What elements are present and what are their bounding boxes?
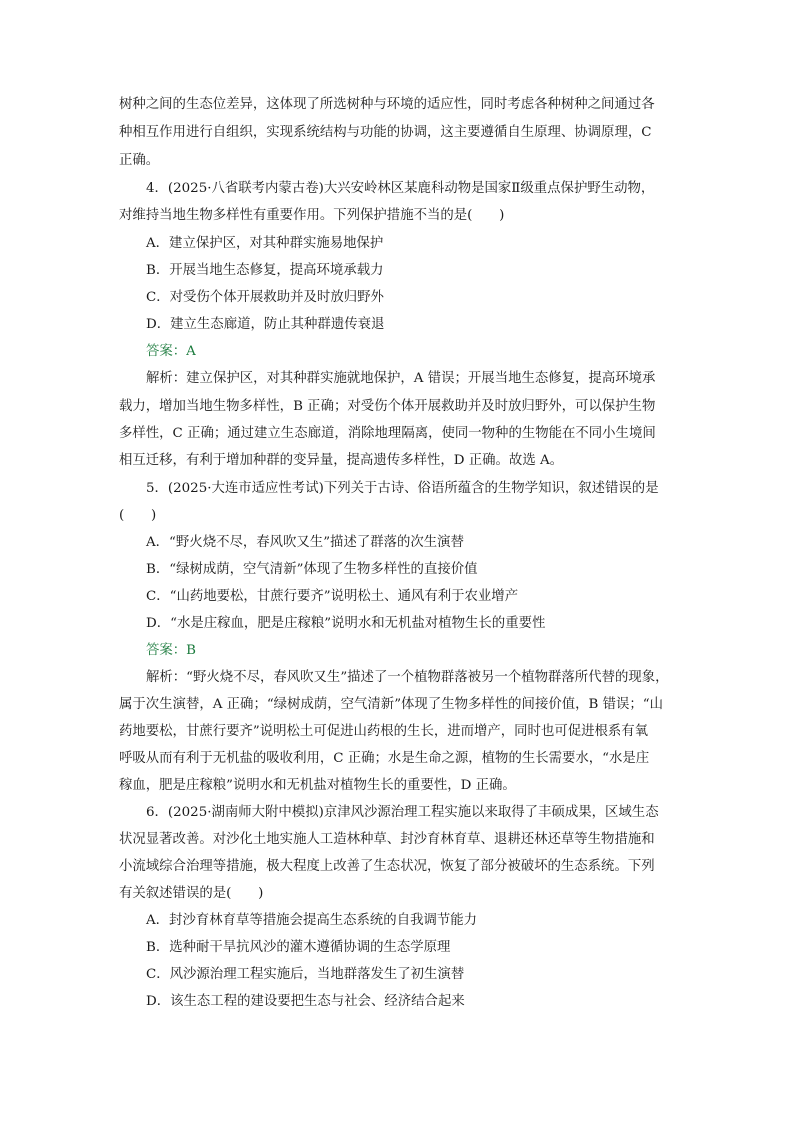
text-line: 多样性，C 正确；通过建立生态廊道，消除地理隔离，使同一物种的生物能在不同小生境间 (119, 426, 656, 441)
question-4-stem: 4．(2025·八省联考内蒙古卷)大兴安岭林区某鹿科动物是国家Ⅱ级重点保护野生动物， (146, 181, 655, 196)
text-line: 状况显著改善。对沙化土地实施人工造林种草、封沙育林育草、退耕还林还草等生物措施和 (119, 832, 655, 847)
answer-label: 答案：B (146, 643, 197, 658)
option-d: D．该生态工程的建设要把生态与社会、经济结合起来 (146, 994, 465, 1009)
text-line: 呼吸从而有利于无机盐的吸收利用，C 正确；水是生命之源，植物的生长需要水，“水是庄 (119, 751, 650, 766)
text-line: 树种之间的生态位差异，这体现了所选树种与环境的适应性，同时考虑各种树种之间通过各 (119, 97, 655, 112)
option-a: A．“野火烧不尽，春风吹又生”描述了群落的次生演替 (146, 535, 464, 550)
text-line: 种相互作用进行自组织，实现系统结构与功能的协调，这主要遵循自生原理、协调原理，C (119, 125, 652, 140)
explanation-line: 解析：建立保护区，对其种群实施就地保护，A 错误；开展当地生态修复，提高环境承 (146, 371, 656, 386)
option-b: B．开展当地生态修复，提高环境承载力 (146, 263, 384, 278)
option-a: A．封沙育林育草等措施会提高生态系统的自我调节能力 (146, 913, 478, 928)
text-line: 正确。 (119, 153, 160, 168)
text-line: 有关叙述错误的是( ) (119, 886, 264, 901)
option-d: D．建立生态廊道，防止其种群遗传衰退 (146, 317, 385, 332)
text-line: 小流域综合治理等措施，极大程度上改善了生态状况，恢复了部分被破坏的生态系统。下列 (119, 859, 655, 874)
text-line: 属于次生演替，A 正确；“绿树成荫，空气清新”体现了生物多样性的间接价值，B 错误；“山 (119, 697, 664, 712)
option-d: D．“水是庄稼血，肥是庄稼粮”说明水和无机盐对植物生长的重要性 (146, 616, 546, 631)
question-6-stem: 6．(2025·湖南师大附中模拟)京津风沙源治理工程实施以来取得了丰硕成果，区域生态 (146, 805, 659, 820)
text-line: 相互迁移，有利于增加种群的变异量，提高遗传多样性，D 正确。故选 A。 (119, 453, 564, 468)
text-line: 药地要松，甘蔗行要齐”说明松土可促进山药根的生长，进而增产，同时也可促进根系有氧 (119, 724, 649, 739)
option-c: C．“山药地要松，甘蔗行要齐”说明松土、通风有利于农业增产 (146, 589, 519, 604)
option-b: B．选种耐干旱抗风沙的灌木遵循协调的生态学原理 (146, 940, 451, 955)
option-a: A．建立保护区，对其种群实施易地保护 (146, 236, 384, 251)
answer-label: 答案：A (146, 344, 196, 359)
option-c: C．风沙源治理工程实施后，当地群落发生了初生演替 (146, 967, 465, 982)
text-line: ( ) (119, 508, 157, 523)
text-line: 对维持当地生物多样性有重要作用。下列保护措施不当的是( ) (119, 208, 505, 223)
explanation-line: 解析：“野火烧不尽，春风吹又生”描述了一个植物群落被另一个植物群落所代替的现象， (146, 670, 669, 685)
option-b: B．“绿树成荫，空气清新”体现了生物多样性的直接价值 (146, 562, 478, 577)
text-line: 稼血，肥是庄稼粮”说明水和无机盐对植物生长的重要性，D 正确。 (119, 778, 516, 793)
option-c: C．对受伤个体开展救助并及时放归野外 (146, 290, 384, 305)
question-5-stem: 5．(2025·大连市适应性考试)下列关于古诗、俗语所蕴含的生物学知识，叙述错误的是 (146, 481, 659, 496)
text-line: 载力，增加当地生物多样性，B 正确；对受伤个体开展救助并及时放归野外，可以保护生物 (119, 399, 656, 414)
